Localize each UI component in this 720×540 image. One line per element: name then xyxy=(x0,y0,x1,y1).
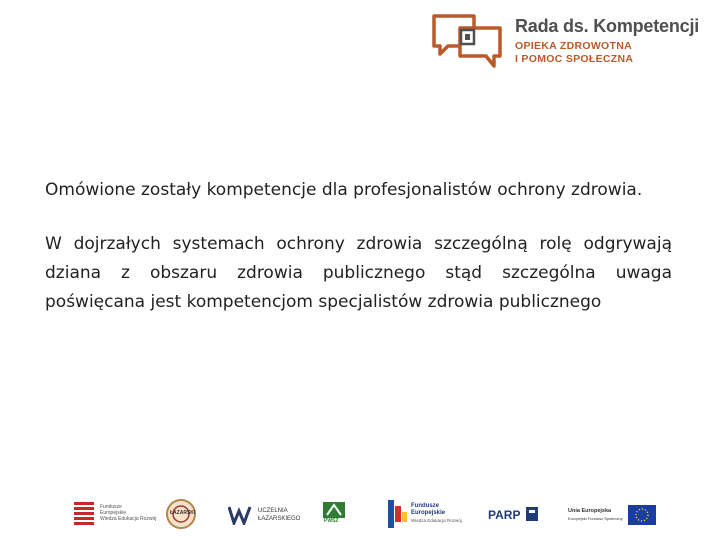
footer-logo-6 xyxy=(488,496,540,532)
brand-subtitle-line2: I POMOC SPOŁECZNA xyxy=(515,53,634,65)
brand-title: Rada ds. Kompetencji xyxy=(515,16,700,36)
footer-logo-7-line2: Europejski Fundusz Społeczny xyxy=(568,516,623,521)
footer-logo-1-line1: Fundusze xyxy=(100,504,122,510)
footer-logo-1-line2: Europejskie xyxy=(100,510,127,516)
footer-logo-2 xyxy=(165,496,199,532)
eu-flag-icon xyxy=(628,505,656,525)
footer-logo-4-text: PWSZ xyxy=(324,518,339,524)
footer-logo-3-line1: UCZELNIA xyxy=(258,508,288,514)
footer-logo-1 xyxy=(70,496,157,532)
footer-logo-5 xyxy=(388,496,468,532)
paragraph-1: Omówione zostały kompetencje dla profesjonalistów ochrony zdrowia. xyxy=(45,180,643,200)
paragraph-2: W dojrzałych systemach ochrony zdrowia szczególną rolę odgrywają dziana z obszaru zdrowia publicznego stąd szczególna uwaga poświęcana jest kompetencjom specjalistów zdrowia publicznego xyxy=(45,234,672,312)
footer-logo-2-text: ŁAZARSKI xyxy=(170,510,196,516)
footer-logo-5-line1: Fundusze xyxy=(411,503,439,509)
footer-logo-6-text: PARP xyxy=(488,508,521,522)
slide-content xyxy=(45,176,672,342)
flag-icon xyxy=(74,502,98,528)
footer-logo-5-line2: Europejskie xyxy=(411,510,446,516)
footer-logo-1-line3: Wiedza Edukacja Rozwój xyxy=(100,516,157,522)
speech-bubbles-icon xyxy=(430,10,510,70)
footer-logo-7 xyxy=(568,496,660,532)
parp-mark-icon xyxy=(526,507,538,521)
footer-logo-5-line3: Wiedza Edukacja Rozwój xyxy=(411,518,462,523)
footer-logo-3 xyxy=(228,496,301,532)
footer-logo-7-line1: Unia Europejska xyxy=(568,508,612,514)
footer-logo-4 xyxy=(322,496,348,532)
w-mark-icon xyxy=(228,505,254,525)
rada-logo xyxy=(430,10,700,70)
footer-logos xyxy=(70,496,660,532)
footer-logo-3-line2: ŁAZARSKIEGO xyxy=(258,516,301,522)
fe-star-icon xyxy=(388,500,408,528)
brand-subtitle-line1: OPIEKA ZDROWOTNA xyxy=(515,40,632,52)
